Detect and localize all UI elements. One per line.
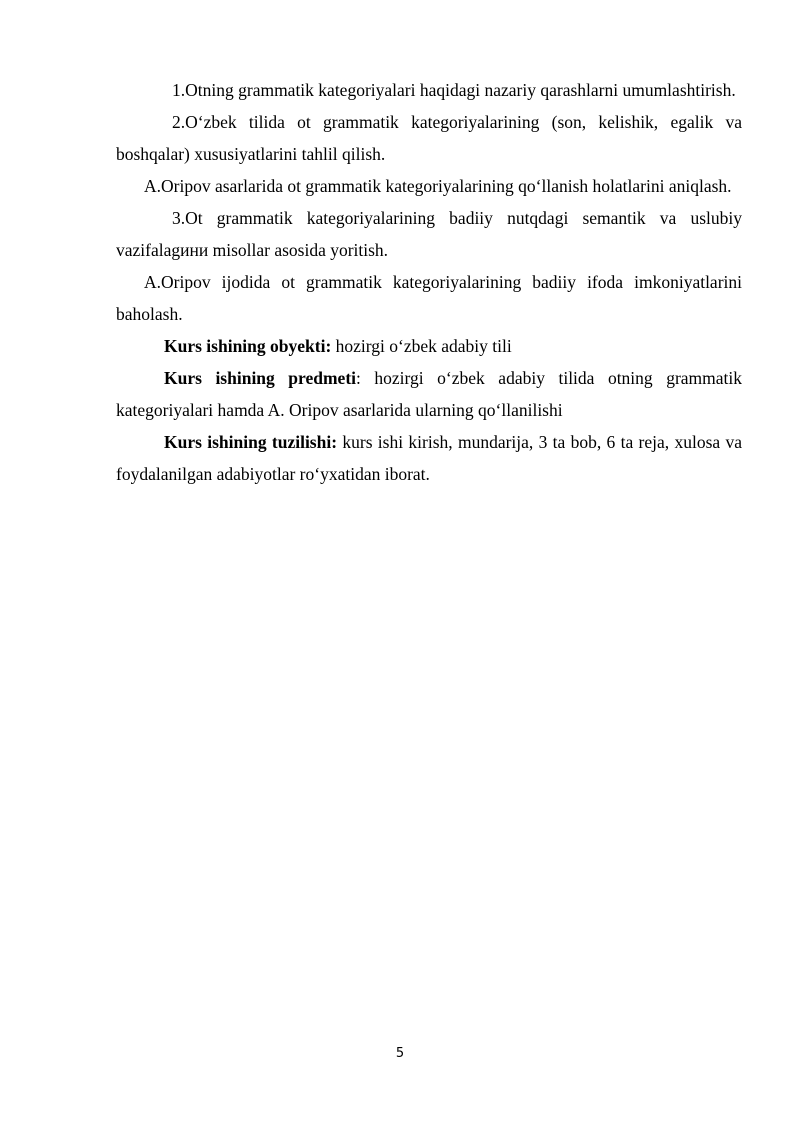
course-structure-text: kurs ishi kirish, mundarija, 3 ta bob, 6 ta reja, xulosa va foydalanilgan adabiyotlar ro‘yxatidan iborat.	[116, 432, 742, 484]
course-structure-paragraph	[116, 426, 742, 490]
list-item	[116, 74, 742, 106]
list-item	[116, 266, 742, 330]
page-number: 5	[395, 1046, 405, 1061]
course-subject-text: : hozirgi o‘zbek adabiy tilida otning grammatik kategoriyalari hamda A. Oripov asarlarida ularning qo‘llanilishi	[116, 368, 742, 420]
course-subject-paragraph	[116, 362, 742, 426]
list-item-text: Otning grammatik kategoriyalari haqidagi nazariy qarashlarni umumlashtirish.	[185, 80, 736, 100]
list-item-text: Ot grammatik kategoriyalarining badiiy nutqdagi semantik va uslubiy vazifalagини misollar asosida yoritish.	[116, 208, 742, 260]
page-content	[116, 74, 742, 490]
list-item-number: A.	[144, 272, 162, 292]
list-item-text: O‘zbek tilida ot grammatik kategoriyalarining (son, kelishik, egalik va boshqalar) xususiyatlarini tahlil qilish.	[116, 112, 742, 164]
list-item-text: Oripov ijodida ot grammatik kategoriyalarining badiiy ifoda imkoniyatlarini baholash.	[116, 272, 742, 324]
course-object-text: hozirgi o‘zbek adabiy tili	[331, 336, 512, 356]
list-item-text: Oripov asarlarida ot grammatik kategoriyalarining qo‘llanish holatlarini aniqlash.	[161, 176, 732, 196]
list-item	[116, 170, 742, 202]
list-item-number: 1.	[172, 80, 186, 100]
list-item-number: A.	[144, 176, 162, 196]
list-item-number: 2.	[172, 112, 186, 132]
course-subject-label: Kurs ishining predmeti	[164, 368, 357, 388]
list-item	[116, 106, 742, 170]
course-structure-label: Kurs ishining tuzilishi:	[164, 432, 338, 452]
course-object-paragraph	[116, 330, 742, 362]
course-object-label: Kurs ishining obyekti:	[164, 336, 332, 356]
list-item-number: 3.	[172, 208, 186, 228]
list-item	[116, 202, 742, 266]
